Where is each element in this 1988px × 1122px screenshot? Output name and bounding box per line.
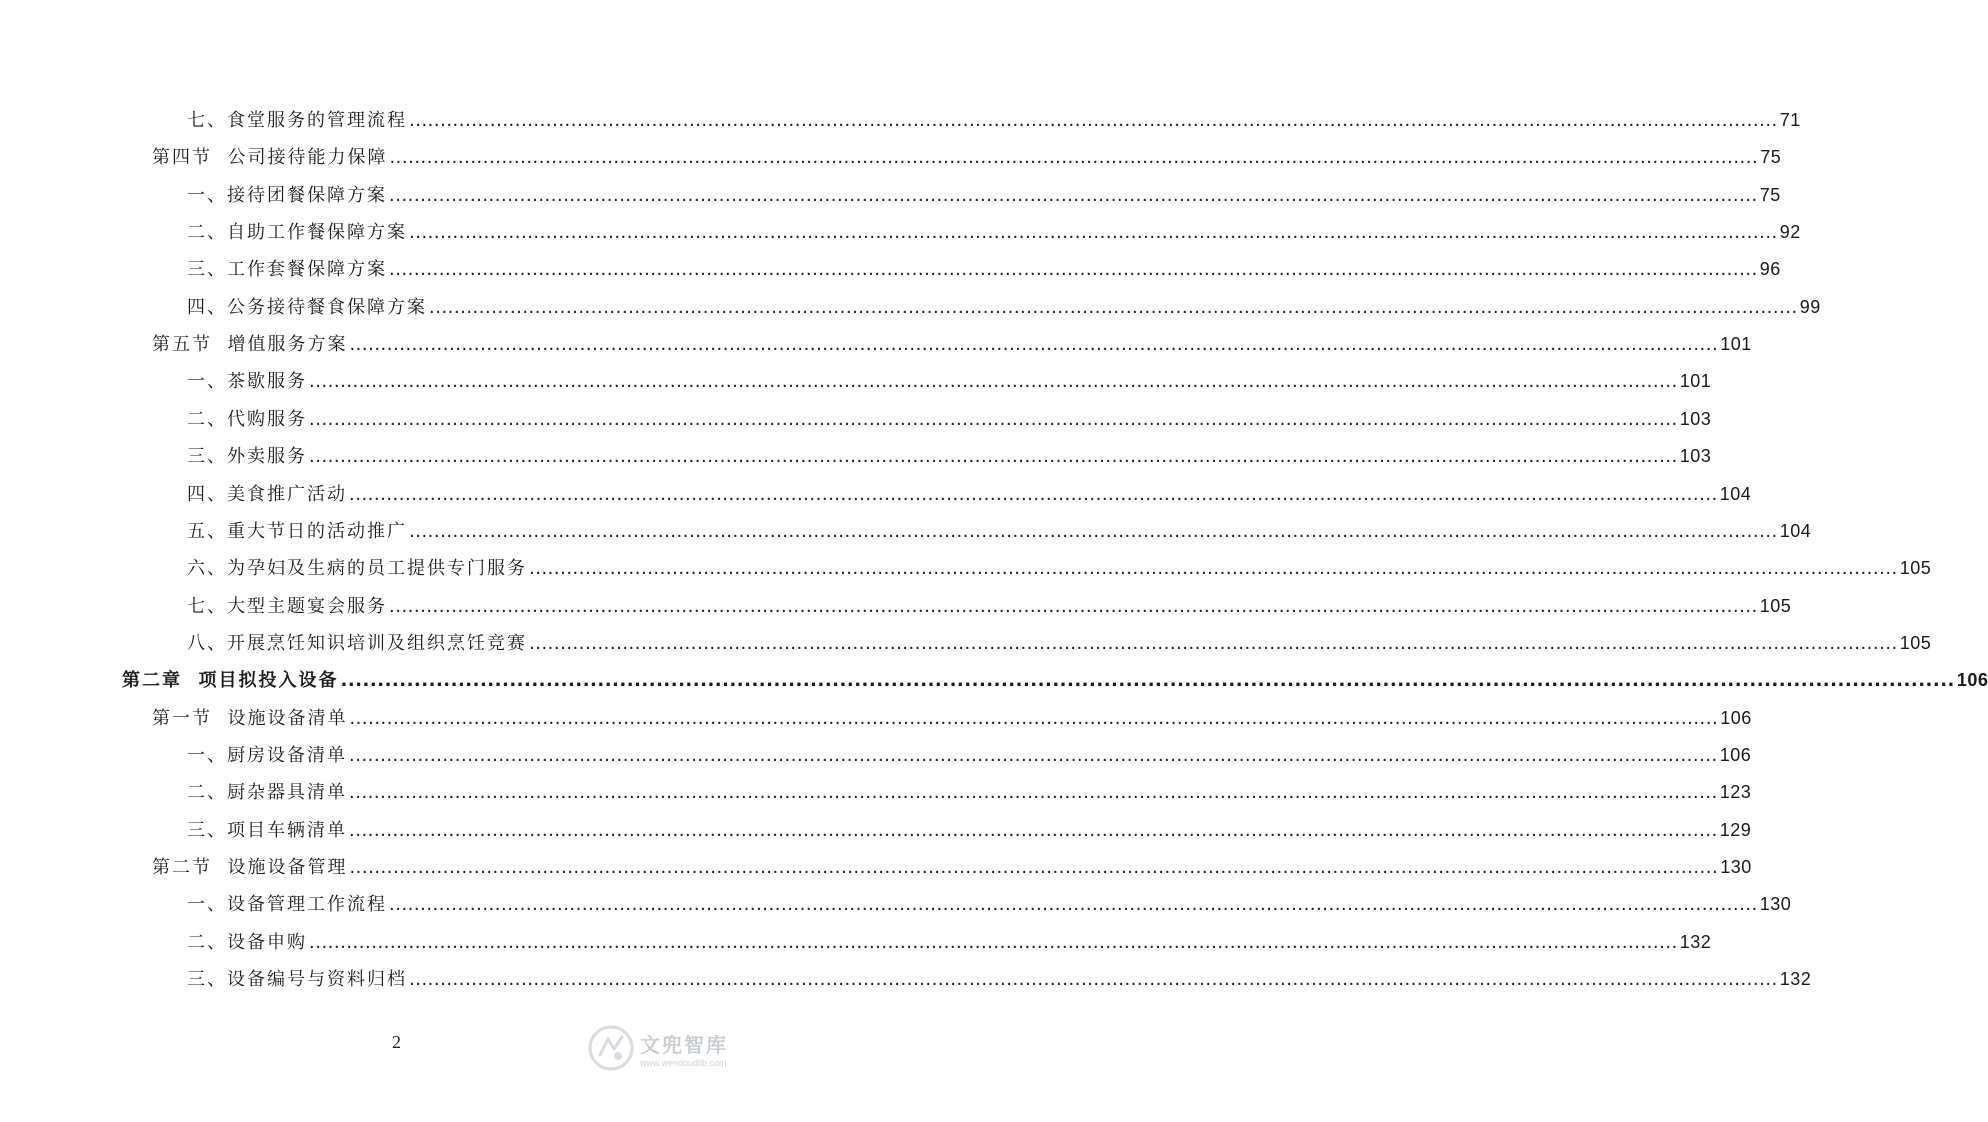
toc-dot-leader: ............................................................................................................................................................................................................................ (349, 857, 1719, 878)
toc-entry-label: 二、设备申购 (187, 931, 307, 953)
toc-entry-page: 71 (1779, 110, 1801, 130)
toc-entry[interactable] (152, 144, 1782, 170)
toc-entry-label: 二、自助工作餐保障方案 (187, 222, 407, 244)
toc-entry-label: 一、厨房设备清单 (187, 744, 347, 766)
toc-entry-page: 105 (1899, 558, 1932, 579)
toc-entry-page: 92 (1779, 222, 1801, 243)
toc-entry-page: 106 (1720, 707, 1752, 728)
toc-entry[interactable] (187, 891, 1792, 917)
toc-dot-leader: ............................................................................................................................................................................................................................ (389, 259, 1758, 281)
toc-entry[interactable] (187, 593, 1792, 619)
toc-entry-label: 七、大型主题宴会服务 (187, 595, 387, 617)
toc-entry-page: 106 (1719, 744, 1752, 765)
toc-dot-leader: ............................................................................................................................................................................................................................ (529, 632, 1898, 654)
toc-entry-page: 132 (1779, 969, 1812, 990)
toc-dot-leader: ............................................................................................................................................................................................................................ (389, 894, 1758, 916)
toc-entry-label: 三、工作套餐保障方案 (187, 259, 387, 281)
toc-entry-label: 四、公务接待餐食保障方案 (187, 296, 427, 318)
toc-entry-label: 六、为孕妇及生病的员工提供专门服务 (187, 558, 527, 580)
toc-dot-leader: ............................................................................................................................................................................................................................ (309, 931, 1678, 953)
toc-entry-page: 99 (1799, 296, 1821, 317)
toc-dot-leader: ............................................................................................................................................................................................................................ (340, 670, 1955, 692)
toc-entry-page: 75 (1760, 147, 1782, 168)
toc-entry-label: 七、食堂服务的管理流程 (187, 110, 407, 131)
toc-dot-leader: ............................................................................................................................................................................................................................ (429, 296, 1798, 318)
toc-entry-page: 123 (1719, 782, 1752, 803)
toc-entry[interactable] (187, 555, 1932, 581)
toc-entry[interactable] (187, 742, 1752, 768)
watermark-url: www.wendoudlib.com (640, 1057, 727, 1068)
toc-entry-label: 五、重大节日的活动推广 (187, 520, 407, 542)
toc-entry-page: 130 (1720, 857, 1752, 877)
toc-entry[interactable] (187, 182, 1781, 208)
toc-entry-page: 132 (1679, 931, 1712, 952)
toc-dot-leader: ............................................................................................................................................................................................................................ (309, 446, 1678, 468)
toc-entry-label: 八、开展烹饪知识培训及组织烹饪竞赛 (187, 632, 527, 654)
toc-entry-label: 第四节 公司接待能力保障 (152, 147, 388, 169)
toc-entry-page: 101 (1720, 334, 1752, 355)
toc-entry-page: 75 (1759, 184, 1781, 205)
toc-entry[interactable] (187, 107, 1801, 133)
toc-dot-leader: ............................................................................................................................................................................................................................ (309, 408, 1678, 430)
toc-entry-page: 103 (1679, 446, 1712, 467)
toc-dot-leader: ............................................................................................................................................................................................................................ (309, 371, 1678, 393)
toc-dot-leader: ............................................................................................................................................................................................................................ (409, 520, 1778, 542)
toc-entry[interactable] (187, 256, 1781, 282)
toc-entry-page: 106 (1956, 670, 1988, 691)
logo-icon (588, 1025, 634, 1071)
toc-dot-leader: ............................................................................................................................................................................................................................ (529, 558, 1898, 580)
toc-dot-leader: ............................................................................................................................................................................................................................ (349, 483, 1718, 505)
toc-entry-label: 三、项目车辆清单 (187, 819, 347, 841)
toc-entry[interactable] (187, 779, 1752, 805)
toc-entry-label: 二、代购服务 (187, 408, 307, 430)
toc-dot-leader: ............................................................................................................................................................................................................................ (409, 222, 1778, 244)
toc-entry-label: 第二章 项目拟投入设备 (122, 670, 339, 692)
watermark-title: 文兜智库 (640, 1032, 728, 1057)
toc-entry-label: 一、设备管理工作流程 (187, 894, 387, 916)
toc-dot-leader: ............................................................................................................................................................................................................................ (409, 110, 1778, 131)
toc-entry-page: 105 (1899, 632, 1932, 653)
toc-entry-label: 第二节 设施设备管理 (152, 857, 348, 878)
toc-entry[interactable] (187, 966, 1812, 992)
toc-entry[interactable] (187, 630, 1932, 656)
toc-entry[interactable] (122, 667, 1988, 693)
toc-entry[interactable] (187, 368, 1712, 394)
toc-entry[interactable] (187, 219, 1801, 245)
toc-dot-leader: ............................................................................................................................................................................................................................ (389, 147, 1759, 169)
toc-entry-page: 104 (1779, 520, 1812, 541)
toc-dot-leader: ............................................................................................................................................................................................................................ (389, 595, 1758, 617)
toc-entry-page: 101 (1679, 371, 1712, 392)
toc-entry-label: 第一节 设施设备清单 (152, 707, 348, 729)
toc-dot-leader: ............................................................................................................................................................................................................................ (349, 819, 1718, 841)
toc-entry-label: 一、茶歇服务 (187, 371, 307, 393)
toc-dot-leader: ............................................................................................................................................................................................................................ (349, 707, 1719, 729)
toc-entry-page: 130 (1759, 894, 1792, 915)
toc-dot-leader: ............................................................................................................................................................................................................................ (409, 969, 1778, 991)
toc-entry-page: 129 (1719, 819, 1752, 840)
toc-entry[interactable] (152, 331, 1752, 357)
toc-entry-page: 96 (1759, 259, 1781, 280)
toc-entry[interactable] (152, 854, 1752, 880)
toc-entry[interactable] (187, 817, 1752, 843)
toc-entry[interactable] (187, 518, 1812, 544)
toc-entry[interactable] (187, 929, 1712, 955)
toc-entry-label: 二、厨杂器具清单 (187, 782, 347, 804)
toc-entry-page: 105 (1759, 595, 1792, 616)
page-number: 2 (392, 1032, 401, 1052)
toc-entry-label: 三、外卖服务 (187, 446, 307, 468)
watermark (588, 1020, 758, 1076)
toc-entry[interactable] (187, 443, 1712, 469)
toc-dot-leader: ............................................................................................................................................................................................................................ (349, 334, 1719, 356)
toc-entry[interactable] (187, 406, 1712, 432)
toc-entry-page: 104 (1719, 483, 1752, 504)
toc-entry-label: 一、接待团餐保障方案 (187, 184, 387, 206)
toc-dot-leader: ............................................................................................................................................................................................................................ (349, 744, 1718, 766)
toc-entry[interactable] (152, 705, 1752, 731)
toc-entry[interactable] (187, 481, 1752, 507)
toc-entry-page: 103 (1679, 408, 1712, 429)
toc-entry-label: 四、美食推广活动 (187, 483, 347, 505)
toc-entry-label: 第五节 增值服务方案 (152, 334, 348, 356)
toc-entry-label: 三、设备编号与资料归档 (187, 969, 407, 991)
toc-dot-leader: ............................................................................................................................................................................................................................ (389, 184, 1758, 206)
toc-entry[interactable] (187, 294, 1821, 320)
toc-dot-leader: ............................................................................................................................................................................................................................ (349, 782, 1718, 804)
